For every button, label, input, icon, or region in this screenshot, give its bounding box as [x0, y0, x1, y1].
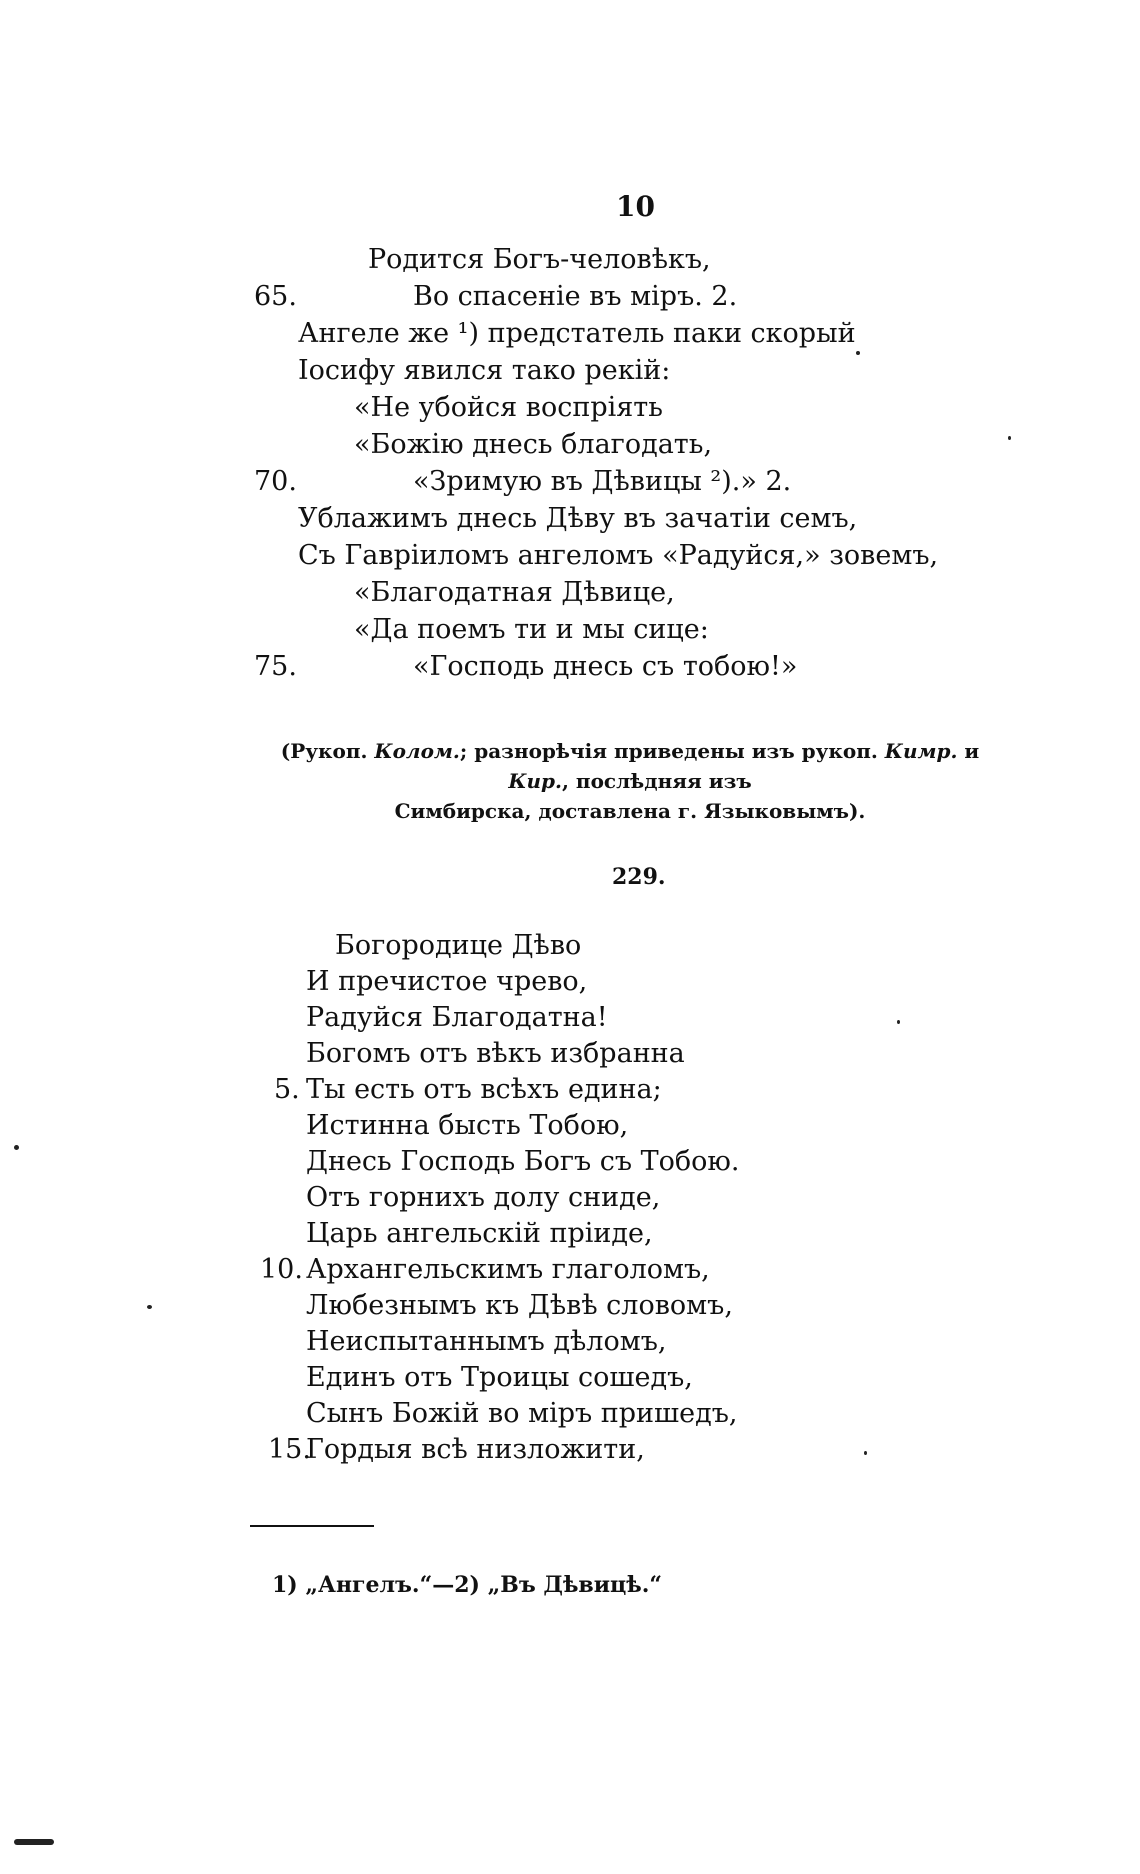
poem-line: Съ Гавріиломъ ангеломъ «Радуйся,» зовемъ,	[298, 540, 939, 571]
poem-line: «Господь днесь съ тобою!»	[413, 651, 798, 682]
poem-line: Радуйся Благодатна!	[306, 1002, 608, 1033]
scan-speck	[856, 351, 860, 355]
poem-line: Іосифу явился тако рекій:	[298, 355, 671, 386]
poem-line: Ублажимъ днесь Дѣву въ зачатіи семъ,	[298, 503, 858, 534]
poem-line: «Благодатная Дѣвице,	[354, 577, 675, 608]
poem-line: Ты есть отъ всѣхъ едина;	[306, 1074, 662, 1105]
poem-line: «Не убойся воспріять	[354, 392, 663, 423]
scan-speck	[14, 1839, 54, 1845]
line-number: 70.	[254, 466, 297, 497]
poem-line: Во спасеніе въ міръ. 2.	[413, 281, 738, 312]
footnote: 1) „Ангелъ.“—2) „Въ Дѣвицѣ.“	[272, 1572, 663, 1598]
poem-line: Единъ отъ Троицы сошедъ,	[306, 1362, 693, 1393]
line-number: 5.	[274, 1074, 300, 1105]
poem-line: Любезнымъ къ Дѣвѣ словомъ,	[306, 1290, 733, 1321]
poem-line: «Божію днесь благодать,	[354, 429, 713, 460]
poem-line: Днесь Господь Богъ съ Тобою.	[306, 1146, 740, 1177]
poem-line: «Да поемъ ти и мы сице:	[354, 614, 709, 645]
poem-line: И пречистое чрево,	[306, 966, 588, 997]
poem-line: Ангеле же ¹) предстатель паки скорый	[298, 318, 856, 349]
scan-speck	[147, 1305, 152, 1309]
page-number: 10	[616, 190, 655, 223]
poem-line: Истинна бысть Тобою,	[306, 1110, 629, 1141]
poem-line: Богородице Дѣво	[335, 930, 582, 961]
line-number: 65.	[254, 281, 297, 312]
poem-line: Гордыя всѣ низложити,	[306, 1434, 645, 1465]
scan-speck	[864, 1451, 867, 1455]
poem-line: Царь ангельскій пріиде,	[306, 1218, 653, 1249]
poem-line: Сынъ Божій во міръ пришедъ,	[306, 1398, 738, 1429]
scan-speck	[897, 1020, 900, 1024]
section-number: 229.	[612, 864, 666, 890]
poem-line: «Зримую въ Дѣвицы ²).» 2.	[413, 466, 792, 497]
line-number: 75.	[254, 651, 297, 682]
scan-speck	[14, 1145, 19, 1150]
scan-speck	[1008, 436, 1011, 440]
poem-line: Неиспытаннымъ дѣломъ,	[306, 1326, 667, 1357]
poem-line: Отъ горнихъ долу сниде,	[306, 1182, 661, 1213]
source-note: (Рукоп. Колом.; разнорѣчія приведены изъ рукоп. Кимр. и Кир., послѣдняя изъ Симбирска, доставлена г. Языковымъ).	[280, 739, 980, 823]
line-number: 15.	[268, 1434, 311, 1465]
poem-line: Архангельскимъ глаголомъ,	[306, 1254, 710, 1285]
footnote-divider	[250, 1525, 374, 1527]
line-number: 10.	[260, 1254, 303, 1285]
poem-line: Родится Богъ-человѣкъ,	[368, 244, 711, 275]
poem-line: Богомъ отъ вѣкъ избранна	[306, 1038, 685, 1069]
